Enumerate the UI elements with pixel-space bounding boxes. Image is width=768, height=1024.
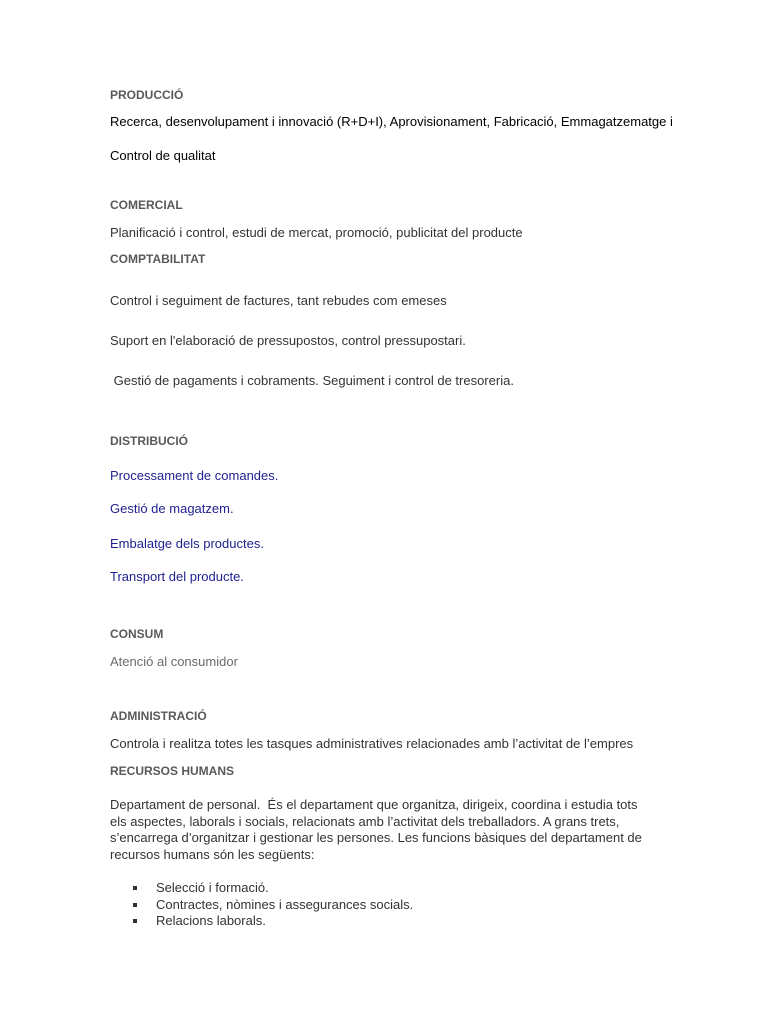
consum-text: Atenció al consumidor: [110, 654, 238, 669]
list-item-text: Contractes, nòmines i assegurances socials.: [156, 896, 414, 912]
square-bullet-icon: [133, 919, 137, 923]
comptabilitat-item: Gestió de pagaments i cobraments. Seguiment i control de tresoreria.: [110, 373, 514, 388]
heading-comercial: COMERCIAL: [110, 198, 183, 212]
heading-consum: CONSUM: [110, 627, 164, 641]
list-item-text: Relacions laborals.: [156, 913, 266, 928]
recursos-humans-bullet-list: [130, 880, 413, 930]
distribucio-item: Processament de comandes.: [110, 468, 279, 483]
list-item-text: Selecció i formació.: [156, 880, 269, 895]
list-item: [130, 897, 413, 914]
distribucio-item: Transport del producte.: [110, 569, 244, 584]
comptabilitat-item: Suport en l'elaboració de pressupostos, control pressupostari.: [110, 333, 466, 348]
heading-produccio: PRODUCCIÓ: [110, 88, 184, 102]
square-bullet-icon: [133, 886, 137, 890]
comercial-text: Planificació i control, estudi de mercat, promoció, publicitat del producte: [110, 225, 523, 240]
recursos-humans-paragraph: Departament de personal. És el departament que organitza, dirigeix, coordina i estudia tots els aspectes, laborals i socials, relacionats amb l’activitat dels treballadors. A grans trets, s’encarrega d’organitzar i gestionar les persones. Les funcions bàsiques del departament de recursos humans són les següents:: [110, 797, 646, 862]
produccio-text-line-1: Recerca, desenvolupament i innovació (R+D+I), Aprovisionament, Fabricació, Emmagatzematge i: [110, 114, 673, 129]
heading-comptabilitat: COMPTABILITAT: [110, 252, 206, 266]
comptabilitat-item: Control i seguiment de factures, tant rebudes com emeses: [110, 293, 447, 308]
heading-administracio: ADMINISTRACIÓ: [110, 709, 207, 723]
heading-distribucio: DISTRIBUCIÓ: [110, 434, 188, 448]
distribucio-item: Embalatge dels productes.: [110, 536, 264, 551]
distribucio-item: Gestió de magatzem.: [110, 501, 234, 516]
produccio-text-line-2: Control de qualitat: [110, 148, 216, 163]
list-item: [130, 913, 413, 930]
administracio-text: Controla i realitza totes les tasques administratives relacionades amb l’activitat de l’empres: [110, 736, 634, 751]
list-item: [130, 880, 413, 897]
square-bullet-icon: [133, 903, 137, 907]
heading-recursos-humans: RECURSOS HUMANS: [110, 764, 235, 778]
